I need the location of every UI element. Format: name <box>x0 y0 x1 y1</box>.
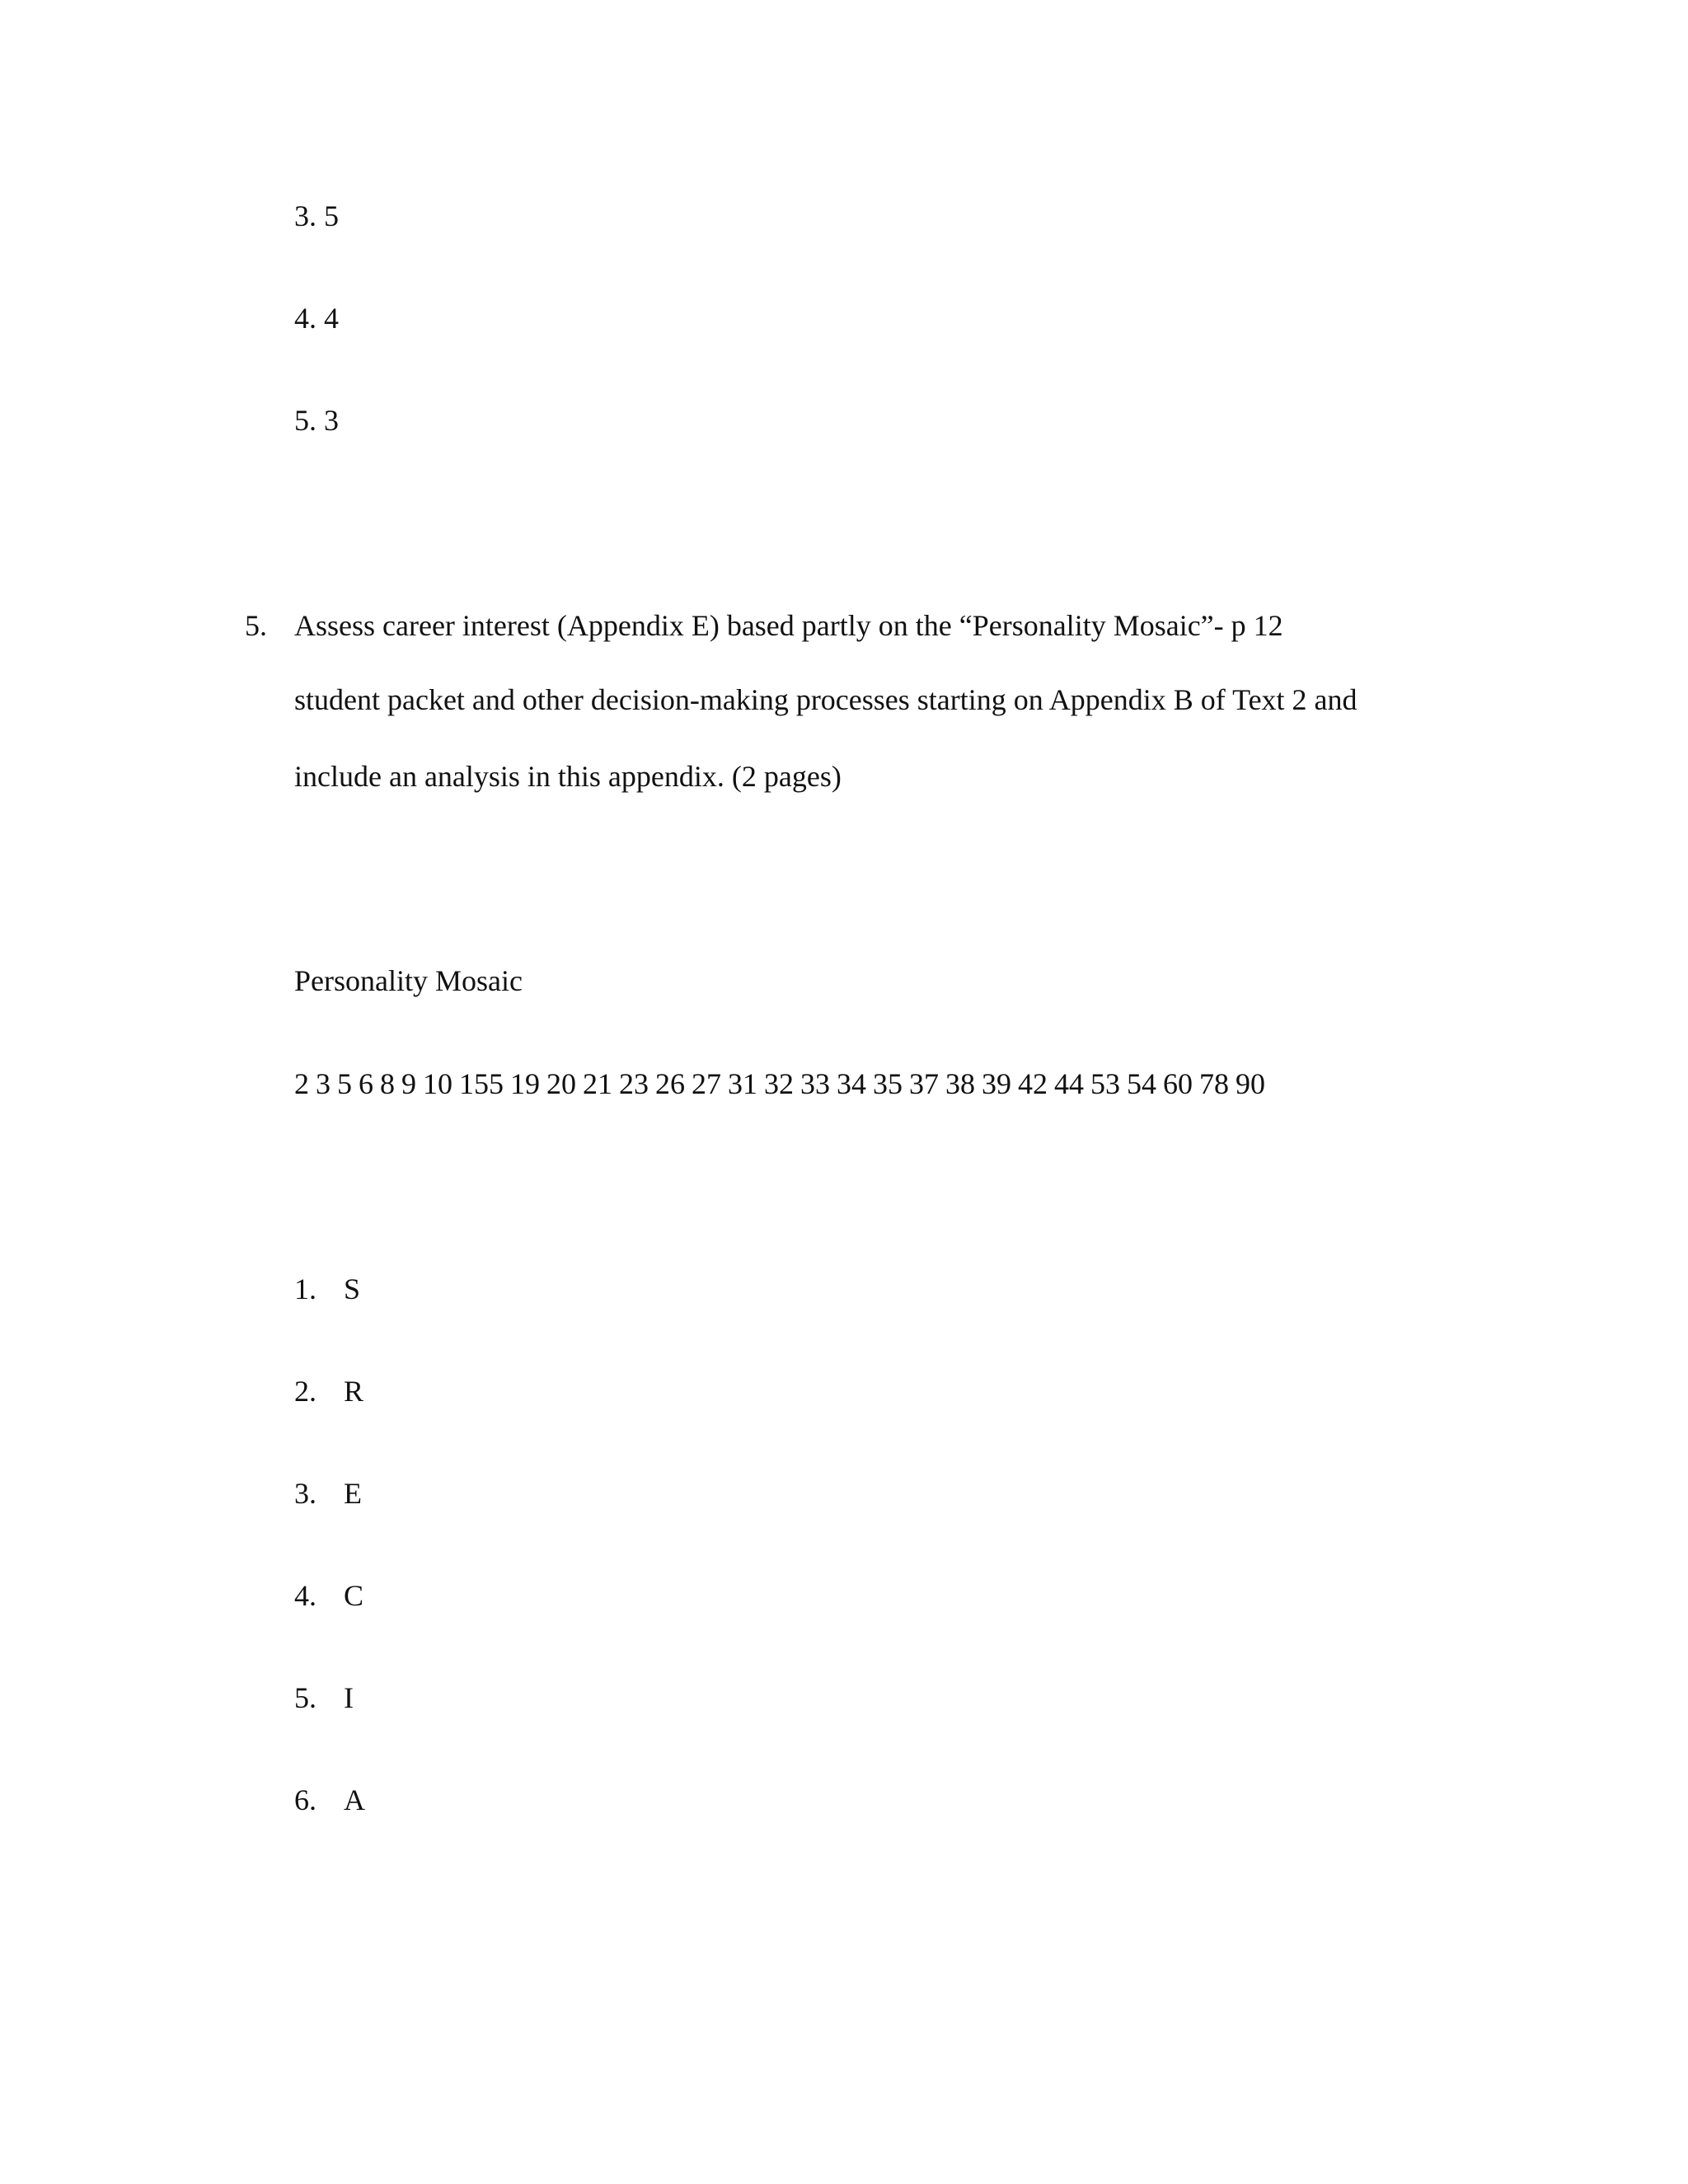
list-item <box>294 1680 354 1716</box>
list-index: 3. <box>294 1477 316 1510</box>
list-letter: C <box>344 1579 364 1612</box>
list-item: 3. 5 <box>294 199 339 232</box>
list-letter: S <box>344 1272 361 1305</box>
list-item <box>294 1577 363 1614</box>
list-index: 5. <box>294 1681 316 1714</box>
list-letter: R <box>344 1375 364 1408</box>
list-index: 2. <box>294 1375 316 1408</box>
list-index: 4. <box>294 1579 316 1612</box>
list-item <box>294 1782 365 1818</box>
list-letter: A <box>344 1783 365 1816</box>
list-item: 4. 4 <box>294 302 339 335</box>
list-letter: E <box>344 1477 362 1510</box>
list-index: 1. <box>294 1272 316 1305</box>
list-item <box>294 1475 362 1511</box>
list-index: 6. <box>294 1783 316 1816</box>
mosaic-numbers: 2 3 5 6 8 9 10 155 19 20 21 23 26 27 31 32 33 34 35 37 38 39 42 44 53 54 60 78 90 <box>294 1067 1265 1100</box>
question-line: student packet and other decision-making processes starting on Appendix B of Text 2 and <box>294 683 1357 716</box>
question-number: 5. <box>245 609 267 642</box>
list-letter: I <box>344 1681 354 1714</box>
list-item <box>294 1373 363 1409</box>
mosaic-title: Personality Mosaic <box>294 964 523 997</box>
question-line: include an analysis in this appendix. (2 pages) <box>294 760 842 793</box>
question-line: Assess career interest (Appendix E) based partly on the “Personality Mosaic”- p 12 <box>294 609 1283 642</box>
list-item <box>294 1271 360 1307</box>
list-item: 5. 3 <box>294 404 339 437</box>
